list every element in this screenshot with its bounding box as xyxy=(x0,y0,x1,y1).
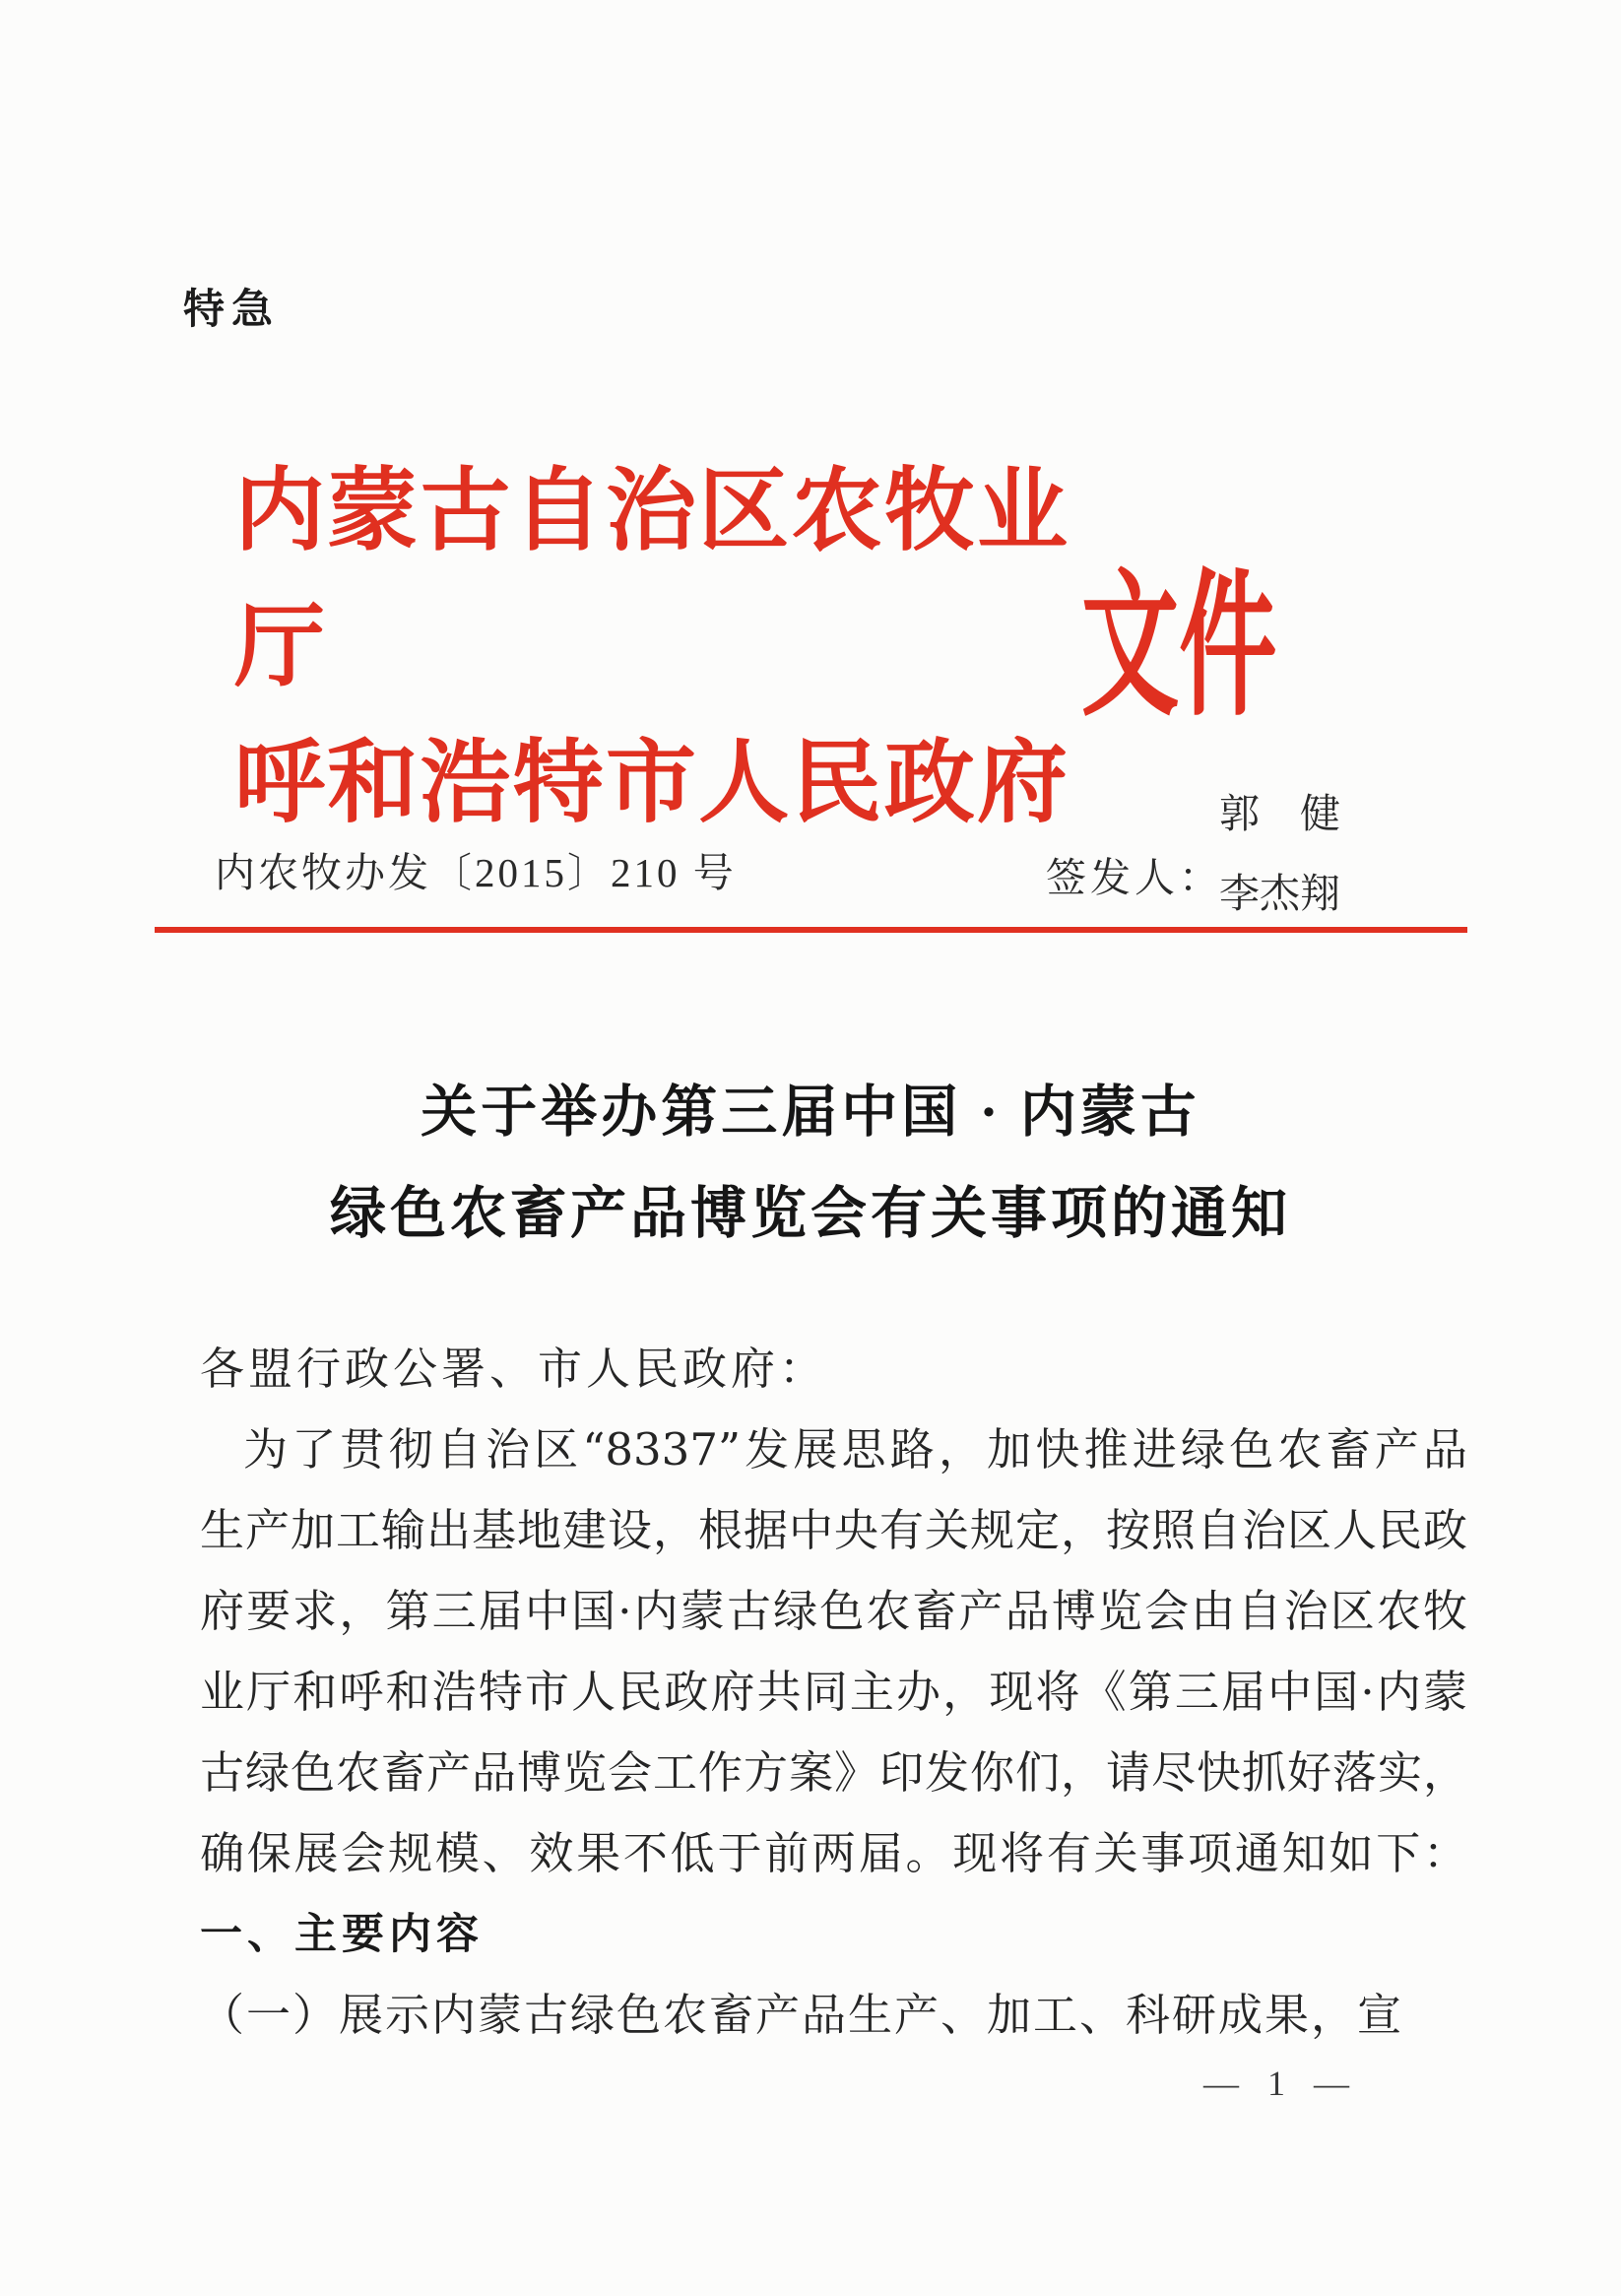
paragraph-line: 府要求，第三届中国·内蒙古绿色农畜产品博览会由自治区农牧 xyxy=(200,1585,1467,1637)
issuer-names xyxy=(1219,774,1396,934)
letterhead-document-word: 文件 xyxy=(1080,559,1277,735)
document-title-line2: 绿色农畜产品博览会有关事项的通知 xyxy=(330,1183,1291,1245)
document-body xyxy=(200,1329,1467,2056)
letterhead-org-line2: 呼和浩特市人民政府 xyxy=(234,733,1068,833)
document-title xyxy=(151,1062,1470,1265)
paragraph-line: 业厅和呼和浩特市人民政府共同主办，现将《第三届中国·内蒙 xyxy=(200,1666,1467,1718)
paragraph-line: 确保展会规模、效果不低于前两届。现将有关事项通知如下： xyxy=(200,1827,1467,1879)
paragraph-line: 为了贯彻自治区“8337”发展思路，加快推进绿色农畜产品 xyxy=(243,1423,1467,1476)
salutation-line: 各盟行政公署、市人民政府： xyxy=(200,1343,828,1395)
issuer-name-2: 李杰翔 xyxy=(1219,871,1340,916)
page-number: — 1 — xyxy=(1203,2064,1359,2103)
document-number: 内农牧办发〔2015〕210 号 xyxy=(215,850,737,895)
red-divider-line xyxy=(155,927,1467,933)
paragraph-line: 生产加工输出基地建设，根据中央有关规定，按照自治区人民政 xyxy=(200,1504,1467,1556)
issuer-name-1: 郭 健 xyxy=(1219,791,1340,836)
letterhead-org-line1: 内蒙古自治区农牧业厅 xyxy=(234,461,1068,697)
section-heading: 一、主要内容 xyxy=(200,1910,484,1959)
issuer-label: 签发人： xyxy=(1046,855,1223,900)
paragraph-line: 古绿色农畜产品博览会工作方案》印发你们，请尽快抓好落实， xyxy=(200,1746,1467,1799)
document-title-line1: 关于举办第三届中国 · 内蒙古 xyxy=(421,1082,1200,1144)
letterhead-org-names xyxy=(234,443,1068,851)
list-item-line: （一）展示内蒙古绿色农畜产品生产、加工、科研成果，宣 xyxy=(200,1989,1404,2041)
urgency-label: 特急 xyxy=(183,285,281,333)
